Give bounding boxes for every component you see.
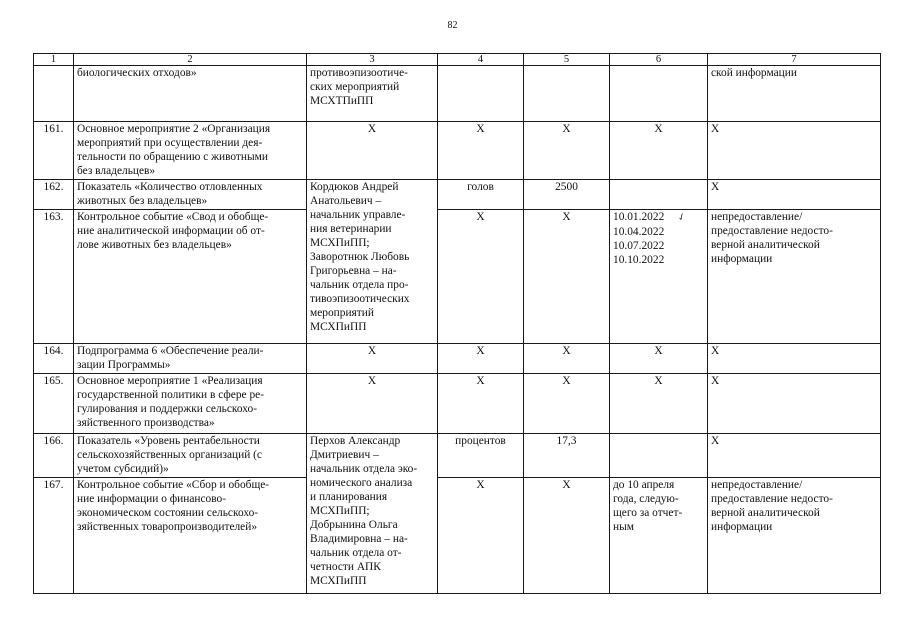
date-cell: Х	[610, 344, 708, 374]
responsible-cell: Х	[307, 344, 438, 374]
date-cell	[610, 180, 708, 210]
table-row	[34, 180, 881, 210]
unit-cell: голов	[438, 180, 524, 210]
name-cell: Контрольное событие «Сбор и обобще- ние информации о финансово- экономическом состоянии сельскохо- зяйственных товаропроизводителей»	[74, 478, 307, 594]
date-line: 10.04.2022	[613, 226, 665, 238]
row-number: 163.	[34, 210, 74, 344]
unit-cell: процентов	[438, 434, 524, 478]
value-cell: 2500	[524, 180, 610, 210]
unit-cell: Х	[438, 122, 524, 180]
responsible-cell: Х	[307, 374, 438, 434]
date-cell	[610, 434, 708, 478]
responsible-cell: противоэпизоотиче- ских мероприятий МСХТПиПП	[307, 66, 438, 122]
header-cell: 7	[708, 54, 881, 66]
header-cell: 3	[307, 54, 438, 66]
header-row	[34, 54, 881, 66]
table-row	[34, 478, 881, 594]
responsible-cell: Кордюков Андрей Анатольевич – начальник управле- ния ветеринарии МСХПиПП; Заворотнюк Любовь Григорьевна – на- чальник отдела про- тивоэпизоотических мероприятий МСХПиПП	[307, 180, 438, 344]
header-cell: 2	[74, 54, 307, 66]
result-cell: Х	[708, 434, 881, 478]
header-cell: 5	[524, 54, 610, 66]
row-number: 164.	[34, 344, 74, 374]
plan-table	[33, 53, 881, 594]
date-cell	[610, 210, 708, 344]
header-cell: 1	[34, 54, 74, 66]
value-cell	[524, 66, 610, 122]
name-cell: биологических отходов»	[74, 66, 307, 122]
name-cell: Подпрограмма 6 «Обеспечение реали- зации Программы»	[74, 344, 307, 374]
result-cell: непредоставление/ предоставление недосто- верной аналитической информации	[708, 478, 881, 594]
check-mark-icon: ✓	[676, 210, 689, 225]
value-cell: Х	[524, 210, 610, 344]
value-cell: Х	[524, 478, 610, 594]
name-cell: Показатель «Уровень рентабельности сельскохозяйственных организаций (с учетом субсидий)»	[74, 434, 307, 478]
table-row	[34, 210, 881, 344]
name-cell: Показатель «Количество отловленных животных без владельцев»	[74, 180, 307, 210]
date-cell: Х	[610, 122, 708, 180]
date-line: 10.07.2022	[613, 240, 665, 252]
row-number: 167.	[34, 478, 74, 594]
unit-cell: Х	[438, 374, 524, 434]
unit-cell: Х	[438, 478, 524, 594]
table-row	[34, 434, 881, 478]
date-cell: до 10 апреля года, следую- щего за отчет- ным	[610, 478, 708, 594]
row-number: 165.	[34, 374, 74, 434]
value-cell: Х	[524, 374, 610, 434]
table-row	[34, 344, 881, 374]
row-number: 162.	[34, 180, 74, 210]
row-number	[34, 66, 74, 122]
table-row	[34, 374, 881, 434]
unit-cell: Х	[438, 210, 524, 344]
header-cell: 4	[438, 54, 524, 66]
result-cell: ской информации	[708, 66, 881, 122]
value-cell: Х	[524, 122, 610, 180]
date-cell	[610, 66, 708, 122]
unit-cell	[438, 66, 524, 122]
result-cell: Х	[708, 344, 881, 374]
row-number: 166.	[34, 434, 74, 478]
responsible-cell: Х	[307, 122, 438, 180]
table-row	[34, 66, 881, 122]
result-cell: Х	[708, 374, 881, 434]
result-cell: непредоставление/ предоставление недосто- верной аналитической информации	[708, 210, 881, 344]
date-cell: Х	[610, 374, 708, 434]
name-cell: Контрольное событие «Свод и обобще- ние аналитической информации об от- лове животных без владельцев»	[74, 210, 307, 344]
row-number: 161.	[34, 122, 74, 180]
responsible-cell: Перхов Александр Дмитриевич – начальник отдела эко- номического анализа и планирования МСХПиПП; Добрынина Ольга Владимировна – на- чальник отдела от- четности АПК МСХПиПП	[307, 434, 438, 594]
value-cell: Х	[524, 344, 610, 374]
table-row	[34, 122, 881, 180]
name-cell: Основное мероприятие 1 «Реализация государственной политики в сфере ре- гулирования и поддержки сельскохо- зяйственного производства»	[74, 374, 307, 434]
date-line: 10.01.2022 ✓	[613, 210, 689, 225]
header-cell: 6	[610, 54, 708, 66]
name-cell: Основное мероприятие 2 «Организация мероприятий при осуществлении дея- тельности по обращению с животными без владельцев»	[74, 122, 307, 180]
date-line: 10.10.2022	[613, 254, 665, 266]
value-cell: 17,3	[524, 434, 610, 478]
unit-cell: Х	[438, 344, 524, 374]
result-cell: Х	[708, 180, 881, 210]
page-number: 82	[447, 20, 458, 31]
result-cell: Х	[708, 122, 881, 180]
